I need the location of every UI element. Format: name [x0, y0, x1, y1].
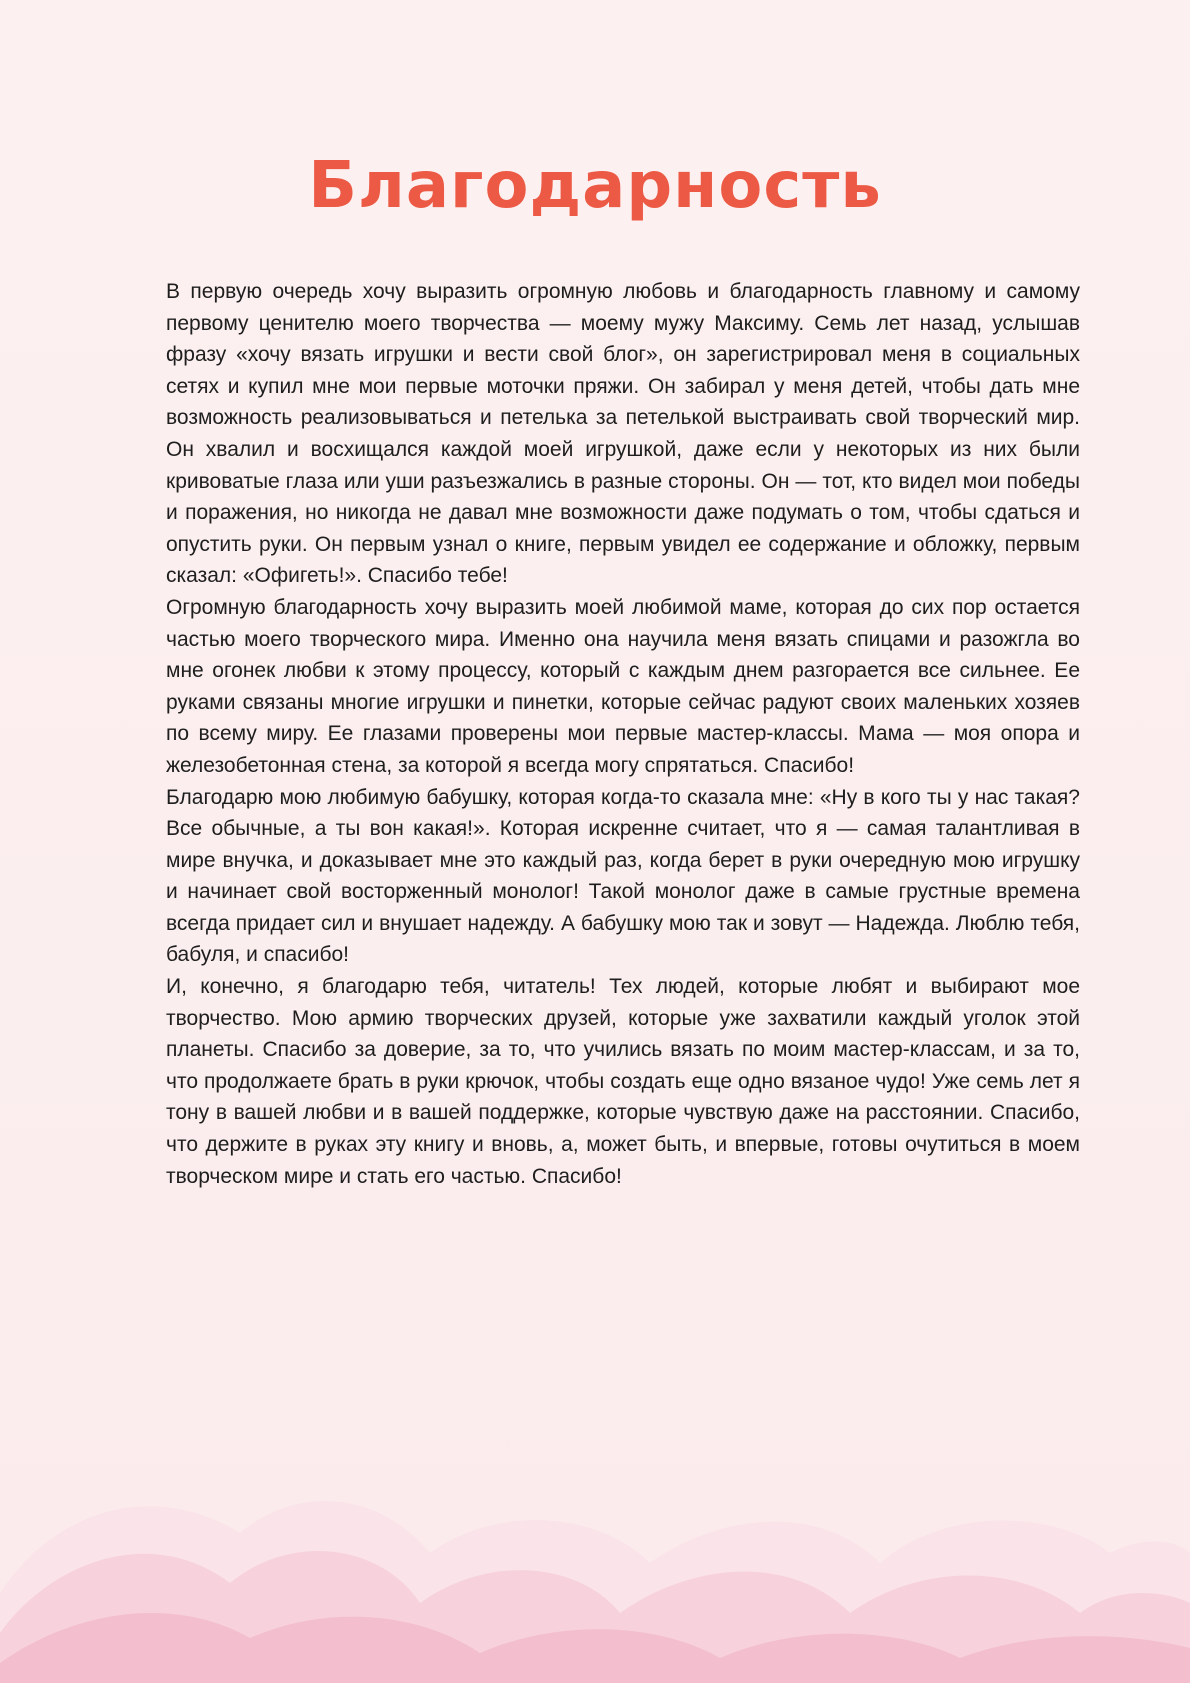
paragraph-grandmother: Благодарю мою любимую бабушку, которая когда-то сказала мне: «Ну в кого ты у нас такая? Все обычные, а ты вон какая!». Которая искренне считает, что я — самая талантливая в мире внучка, и доказывает мне это каждый раз, когда берет в руки очередную мою игрушку и начинает свой восторженный монолог! Такой монолог даже в самые грустные времена всегда придает сил и внушает надежду. А бабушку мою так и зовут — Надежда. Люблю тебя, бабуля, и спасибо!	[166, 785, 1080, 967]
decorative-pink-waves	[0, 1443, 1190, 1683]
paragraph-reader: И, конечно, я благодарю тебя, читатель! Тех людей, которые любят и выбирают мое творчество. Мою армию творческих друзей, которые уже захватили каждый уголок этой планеты. Спасибо за доверие, за то, что учились вязать по моим мастер-классам, и за то, что продолжаете брать в руки крючок, чтобы создать еще одно вязаное чудо! Уже семь лет я тону в вашей любви и в вашей поддержке, которые чувствую даже на расстоянии. Спасибо, что держите в руках эту книгу и вновь, а, может быть, и впервые, готовы очутиться в моем творческом мире и стать его частью. Спасибо!	[166, 975, 1080, 1188]
paragraph-mother: Огромную благодарность хочу выразить моей любимой маме, которая до сих пор остается частью моего творческого мира. Именно она научила меня вязать спицами и разожгла во мне огонек любви к этому процессу, который с каждым днем разгорается все сильнее. Ее руками связаны многие игрушки и пинетки, которые сейчас радуют своих маленьких хозяев по всему миру. Ее глазами проверены мои первые мастер-классы. Мама — моя опора и железобетонная стена, за которой я всегда могу спрятаться. Спасибо!	[166, 595, 1080, 777]
page-title: Благодарность	[308, 149, 882, 223]
body-text	[166, 276, 1080, 1192]
paragraph-husband: В первую очередь хочу выразить огромную любовь и благодарность главному и самому первому ценителю моего творчества — моему мужу Максиму. Семь лет назад, услышав фразу «хочу вязать игрушки и вести свой блог», он зарегистрировал меня в социальных сетях и купил мне мои первые моточки пряжи. Он забирал у меня детей, чтобы дать мне возможность реализовываться и петелька за петелькой выстраивать свой творческий мир. Он хвалил и восхищался каждой моей игрушкой, даже если у некоторых из них были кривоватые глаза или уши разъезжались в разные стороны. Он — тот, кто видел мои победы и поражения, но никогда не давал мне возможности даже подумать о том, чтобы сдаться и опустить руки. Он первым узнал о книге, первым увидел ее содержание и обложку, первым сказал: «Офигеть!». Спасибо тебе!	[166, 280, 1080, 588]
